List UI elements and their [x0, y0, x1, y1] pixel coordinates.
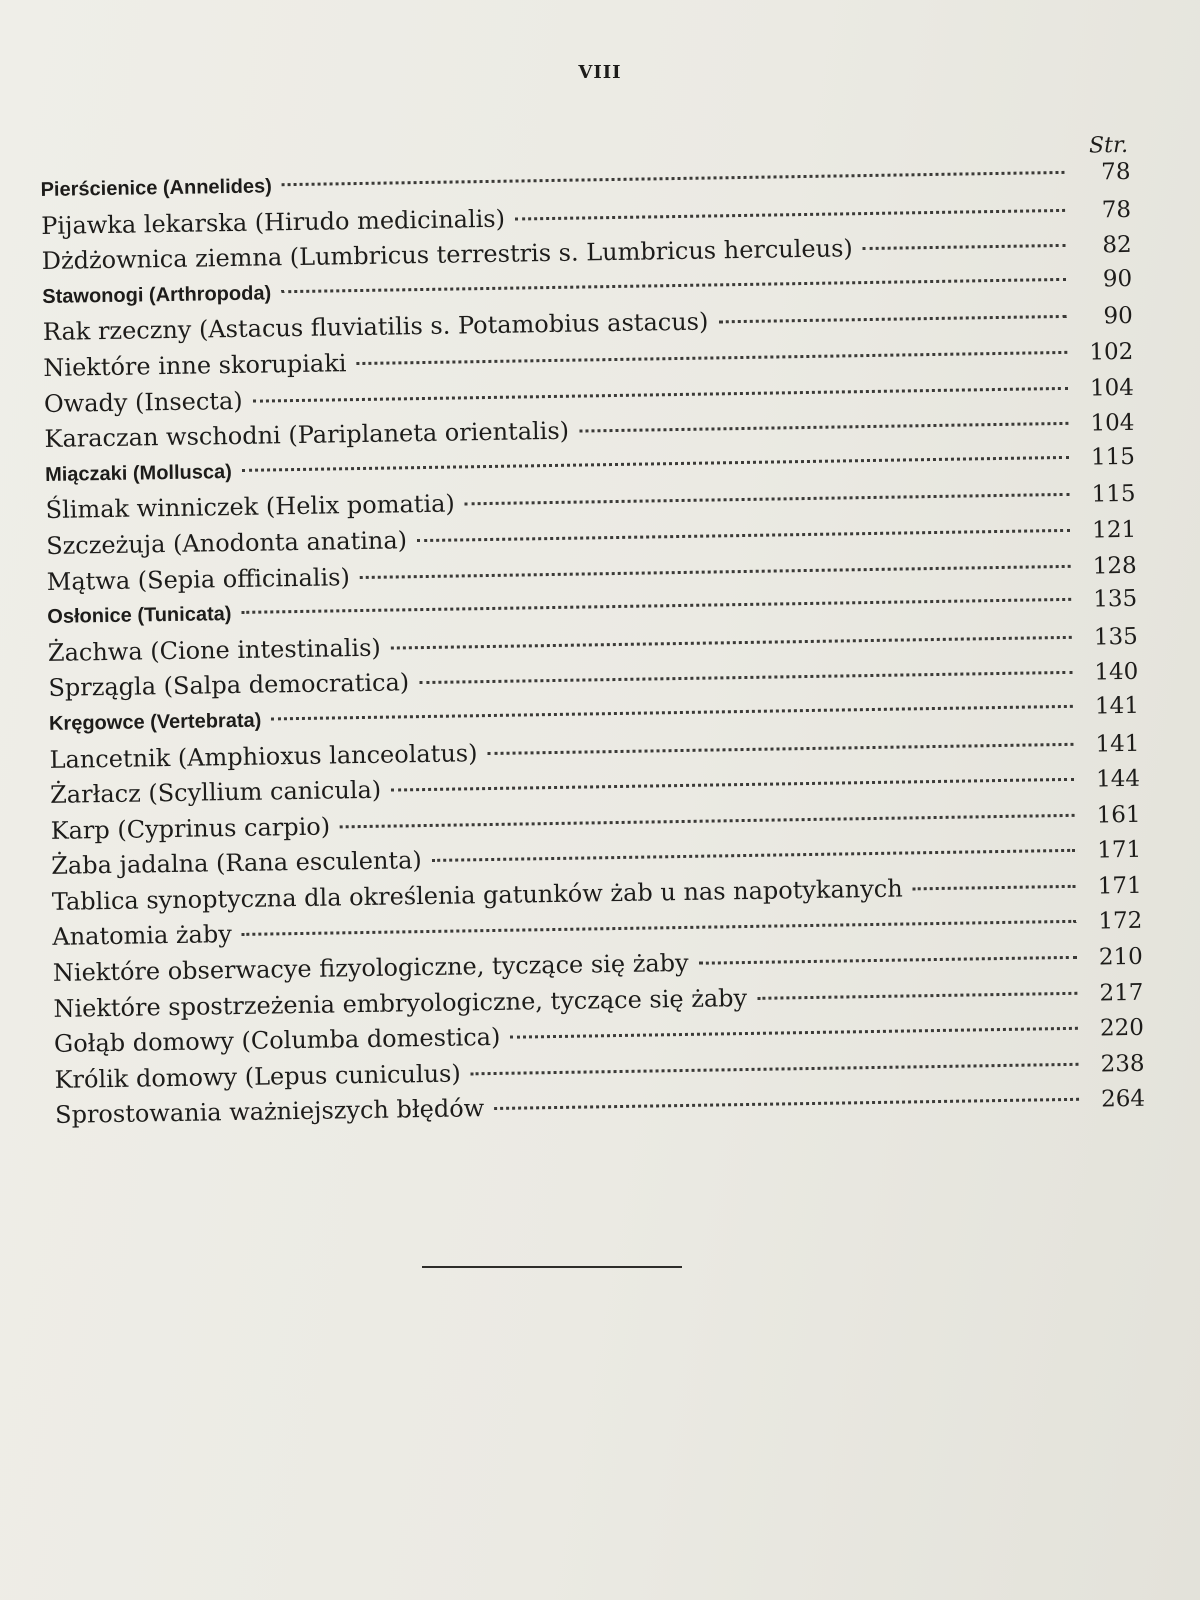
end-rule-divider: [422, 1266, 682, 1268]
toc-entry-title: Sprzągla (Salpa democratica): [48, 668, 410, 703]
dot-leader: [432, 849, 1075, 862]
toc-entry-page: 217: [1099, 979, 1144, 1007]
toc-entry-page: 161: [1096, 801, 1141, 829]
page-number: VIII: [578, 62, 622, 83]
toc-entry-title: Żaba jadalna (Rana esculenta): [51, 846, 422, 881]
toc-entry-title: Dżdżownica ziemna (Lumbricus terrestris s. Lumbricus herculeus): [41, 234, 853, 276]
toc-entry-page: 82: [1102, 232, 1132, 259]
toc-entry-page: 78: [1101, 196, 1132, 223]
toc-entry-page: 104: [1090, 410, 1135, 437]
dot-leader: [465, 493, 1070, 505]
toc-entry-page: 220: [1099, 1015, 1145, 1042]
toc-entry-page: 210: [1098, 943, 1144, 971]
dot-leader: [718, 315, 1066, 323]
toc-entry-page: 171: [1097, 837, 1142, 864]
toc-entry-title: Miączaki (Mollusca): [44, 460, 232, 486]
toc-entry-page: 78: [1100, 158, 1131, 186]
toc-entry-page: 238: [1100, 1050, 1145, 1078]
toc-entry-title: Niektóre obserwacye fizyologiczne, tyczące się żaby: [52, 948, 689, 987]
dot-leader: [494, 1098, 1079, 1110]
dot-leader: [487, 742, 1073, 754]
toc-entry-page: 264: [1100, 1086, 1146, 1113]
toc-entry-title: Lancetnik (Amphioxus lanceolatus): [49, 738, 478, 774]
dot-leader: [699, 956, 1077, 965]
toc-entry-page: 135: [1093, 623, 1138, 651]
toc-entry-title: Stawonogi (Arthropoda): [42, 282, 272, 308]
dot-leader: [241, 598, 1071, 614]
dot-leader: [757, 991, 1077, 999]
dot-leader: [340, 814, 1075, 829]
toc-entry-page: 172: [1098, 908, 1143, 935]
toc-entry-title: Niektóre spostrzeżenia embryologiczne, tyczące się żaby: [53, 983, 748, 1023]
toc-entry-page: 135: [1093, 585, 1138, 613]
toc-entry-page: 121: [1091, 516, 1137, 544]
dot-leader: [863, 244, 1066, 250]
toc-entry-title: Karaczan wschodni (Pariplaneta orientalis): [44, 416, 570, 454]
dot-leader: [579, 422, 1068, 433]
dot-leader: [515, 209, 1065, 221]
dot-leader: [356, 351, 1067, 365]
toc-entry-page: 90: [1103, 303, 1133, 330]
toc-entry-page: 128: [1092, 552, 1137, 580]
toc-entry-title: Tablica synoptyczna dla określenia gatunków żab u nas napotykanych: [51, 874, 903, 916]
toc-entry-title: Sprostowania ważniejszych błędów: [54, 1094, 485, 1130]
dot-leader: [242, 920, 1077, 936]
dot-leader: [360, 564, 1071, 578]
toc-entry-title: Królik domowy (Lepus cuniculus): [54, 1059, 461, 1094]
toc-entry-title: Osłonice (Tunicata): [47, 603, 232, 629]
dot-leader: [391, 778, 1074, 792]
toc-entry-title: Gołąb domowy (Columba domestica): [53, 1023, 501, 1059]
toc-entry-page: 102: [1089, 338, 1134, 366]
toc-entry-page: 144: [1095, 765, 1141, 793]
dot-leader: [913, 885, 1076, 891]
toc-entry-page: 140: [1094, 659, 1139, 686]
toc-entry-page: 171: [1097, 872, 1142, 900]
toc-entry-page: 115: [1090, 443, 1136, 471]
toc-entry-title: Kręgowce (Vertebrata): [48, 709, 262, 735]
dot-leader: [419, 671, 1072, 684]
toc-entry-title: Żachwa (Cione intestinalis): [47, 633, 381, 667]
dot-leader: [253, 386, 1068, 402]
toc-entry-title: Pierścienice (Annelides): [40, 175, 272, 201]
dot-leader: [471, 1063, 1079, 1076]
dot-leader: [242, 456, 1069, 472]
toc-entry-page: 115: [1091, 481, 1136, 508]
toc-entry-title: Owady (Insecta): [43, 386, 243, 418]
toc-entry-page: 90: [1102, 265, 1133, 293]
toc-entry-title: Pijawka lekarska (Hirudo medicinalis): [40, 204, 506, 240]
dot-leader: [391, 636, 1072, 650]
toc-entry-title: Żarłacz (Scyllium canicula): [49, 775, 382, 810]
toc-entry-page: 141: [1094, 692, 1140, 720]
toc-entry-title: Szczeżuja (Anodonta anatina): [45, 526, 408, 560]
dot-leader: [271, 705, 1073, 721]
table-of-contents: [40, 133, 1145, 1137]
toc-entry-title: Niektóre inne skorupiaki: [43, 349, 347, 382]
dot-leader: [510, 1027, 1078, 1039]
toc-entry-page: 104: [1089, 374, 1135, 402]
dot-leader: [282, 171, 1065, 186]
dot-leader: [281, 278, 1066, 293]
toc-entry-title: Rak rzeczny (Astacus fluviatilis s. Potamobius astacus): [42, 307, 709, 347]
toc-entry-title: Mątwa (Sepia officinalis): [46, 562, 351, 596]
toc-entry-title: Anatomia żaby: [52, 920, 233, 952]
page-column-header: Str.: [1088, 132, 1129, 159]
toc-entry-page: 141: [1095, 730, 1140, 757]
toc-entries: [40, 159, 1145, 1137]
dot-leader: [417, 529, 1070, 542]
toc-entry-title: Karp (Cyprinus carpio): [50, 812, 331, 845]
toc-entry-title: Ślimak winniczek (Helix pomatia): [45, 489, 456, 525]
